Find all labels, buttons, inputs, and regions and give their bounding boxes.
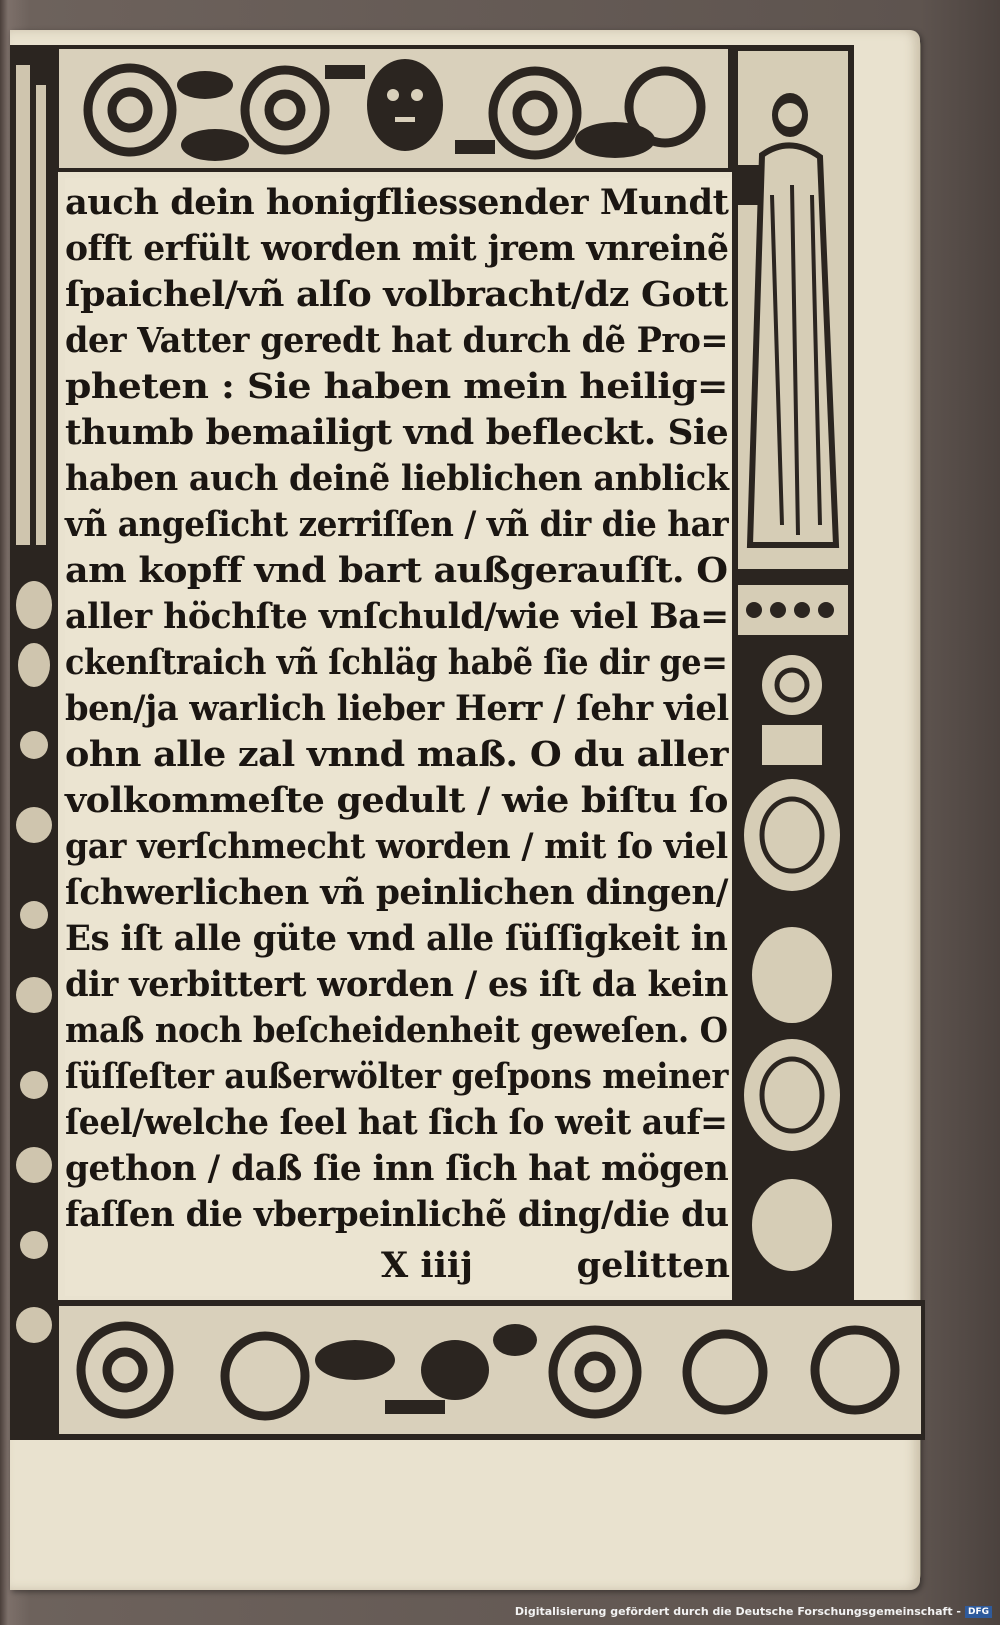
signature-mark: X iiij: [381, 1245, 473, 1286]
text-line: gethon / daß ſie inn ſich hat mögen: [65, 1148, 729, 1189]
credit-text: Digitalisierung gefördert durch die Deutsche Forschungsgemeinschaft -: [514, 1605, 961, 1618]
text-block: [65, 178, 730, 1296]
text-line: pheten : Sie haben mein heilig=: [65, 366, 728, 407]
text-line: ſchwerlichen vñ peinlichen dingen/: [65, 872, 729, 913]
text-line: haben auch deinẽ lieblichen anblick: [65, 458, 729, 499]
text-line: ſeel/welche ſeel hat ſich ſo weit auf=: [65, 1102, 728, 1143]
text-line: ohn alle zal vnnd maß. O du aller: [65, 734, 728, 775]
text-line: auch dein honigfliessender Mundt: [65, 182, 729, 223]
text-line: ſüſſeſter außerwölter geſpons meiner: [65, 1056, 728, 1097]
text-line: der Vatter geredt hat durch dẽ Pro=: [65, 320, 729, 361]
right-woodcut-figure: [732, 45, 854, 575]
left-woodcut-border: [10, 45, 58, 1440]
text-line: ckenſtraich vñ ſchläg habẽ ſie dir ge=: [65, 642, 728, 683]
top-woodcut-border: [55, 45, 732, 172]
text-line: gar verſchmecht worden / mit ſo viel: [65, 826, 728, 867]
dfg-logo: DFG: [965, 1606, 992, 1618]
text-line: ſpaichel/vñ alſo volbracht/dz Gott: [65, 274, 728, 315]
right-woodcut-column: [732, 575, 854, 1300]
catchword: gelitten: [576, 1245, 730, 1286]
text-line: aller höchſte vnſchuld/wie viel Ba=: [65, 596, 729, 637]
text-line: Es iſt alle güte vnd alle ſüſſigkeit in: [65, 918, 728, 959]
text-line: maß noch beſcheidenheit geweſen. O: [65, 1010, 728, 1051]
text-line: thumb bemailigt vnd befleckt. Sie: [65, 412, 729, 453]
digitization-credit: [515, 1605, 992, 1618]
text-line: faſſen die vberpeinlichẽ ding/die du: [65, 1194, 729, 1235]
text-line: dir verbittert worden / es iſt da kein: [65, 964, 728, 1005]
text-line: ben/ja warlich lieber Herr / ſehr viel: [65, 688, 729, 729]
text-line: vñ angeſicht zerriſſen / vñ dir die har: [65, 504, 729, 545]
bottom-woodcut-border: [55, 1300, 925, 1440]
text-line: offt erfült worden mit jrem vnreinẽ: [65, 228, 729, 269]
text-line: am kopff vnd bart außgerauſſt. O: [65, 550, 728, 591]
text-line: volkommeſte gedult / wie biſtu ſo: [65, 780, 728, 821]
